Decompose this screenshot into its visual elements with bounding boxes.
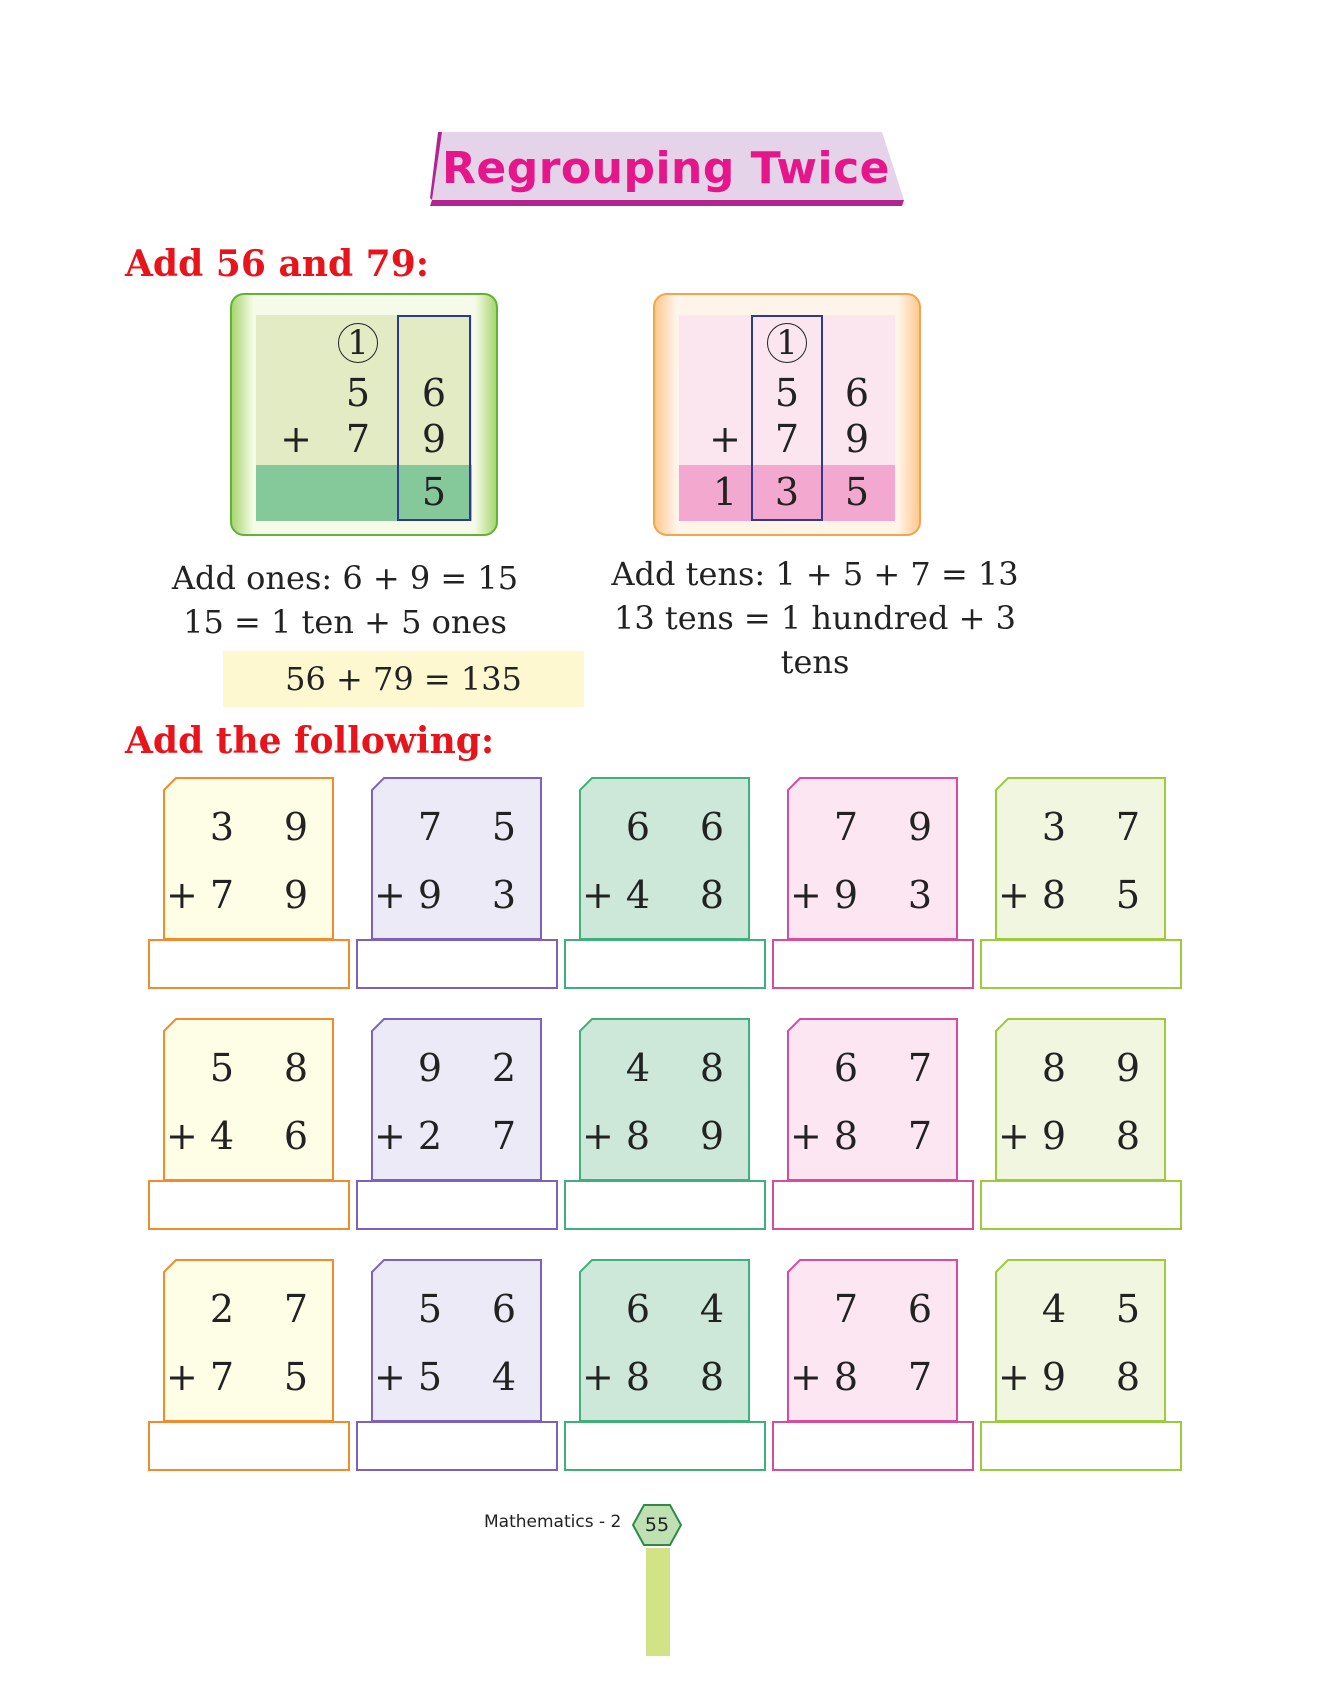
result-tens-digit: 3 — [774, 470, 800, 514]
sum-result: 56 + 79 = 135 — [223, 651, 584, 707]
plus-sign: + — [374, 873, 406, 917]
addition-problem-card — [564, 1018, 766, 1230]
answer-box[interactable] — [356, 1421, 558, 1471]
answer-box[interactable] — [772, 1180, 974, 1230]
top-tens-digit: 5 — [209, 1046, 235, 1090]
answer-box[interactable] — [980, 1180, 1182, 1230]
answer-box[interactable] — [772, 939, 974, 989]
top-tens-digit: 6 — [625, 805, 651, 849]
bottom-tens-digit: 8 — [833, 1355, 859, 1399]
title-banner — [428, 128, 904, 208]
top-tens-digit: 5 — [345, 371, 371, 415]
book-title: Mathematics - 2 — [484, 1512, 622, 1532]
plus-sign: + — [166, 873, 198, 917]
top-tens-digit: 7 — [417, 805, 443, 849]
top-ones-digit: 7 — [907, 1046, 933, 1090]
bottom-tens-digit: 9 — [1041, 1114, 1067, 1158]
explain-line: Add tens: 1 + 5 + 7 = 13 — [611, 555, 1019, 593]
bottom-ones-digit: 7 — [907, 1355, 933, 1399]
addition-problem-card — [772, 1018, 974, 1230]
top-tens-digit: 2 — [209, 1287, 235, 1331]
explain-line: Add ones: 6 + 9 = 15 — [171, 559, 519, 597]
bottom-ones-digit: 8 — [699, 1355, 725, 1399]
answer-box[interactable] — [564, 939, 766, 989]
plus-sign: + — [374, 1114, 406, 1158]
top-ones-digit: 4 — [699, 1287, 725, 1331]
addition-problem-card — [980, 777, 1182, 989]
plus-sign: + — [582, 1355, 614, 1399]
carry-digit: 1 — [338, 323, 378, 363]
addition-problem-card — [564, 777, 766, 989]
bottom-ones-digit: 8 — [1115, 1355, 1141, 1399]
answer-box[interactable] — [148, 1180, 350, 1230]
top-ones-digit: 2 — [491, 1046, 517, 1090]
plus-sign: + — [790, 1114, 822, 1158]
plus-sign: + — [582, 873, 614, 917]
answer-box[interactable] — [148, 939, 350, 989]
answer-box[interactable] — [356, 1180, 558, 1230]
answer-box[interactable] — [772, 1421, 974, 1471]
bottom-tens-digit: 8 — [625, 1114, 651, 1158]
bottom-tens-digit: 2 — [417, 1114, 443, 1158]
bottom-ones-digit: 3 — [491, 873, 517, 917]
answer-box[interactable] — [564, 1421, 766, 1471]
exercise-heading: Add the following: — [125, 720, 495, 762]
plus-sign: + — [790, 873, 822, 917]
top-tens-digit: 7 — [833, 805, 859, 849]
top-ones-digit: 5 — [491, 805, 517, 849]
top-ones-digit: 8 — [699, 1046, 725, 1090]
top-ones-digit: 6 — [421, 371, 447, 415]
bottom-tens-digit: 9 — [1041, 1355, 1067, 1399]
explain-line: 13 tens = 1 hundred + 3 tens — [614, 599, 1016, 681]
bottom-tens-digit: 4 — [625, 873, 651, 917]
bottom-tens-digit: 4 — [209, 1114, 235, 1158]
example-heading: Add 56 and 79: — [125, 243, 430, 285]
footer-bar — [646, 1548, 670, 1656]
addition-problem-card — [148, 1018, 350, 1230]
carry-digit: 1 — [767, 323, 807, 363]
plus-sign: + — [998, 873, 1030, 917]
answer-box[interactable] — [564, 1180, 766, 1230]
page-number: 55 — [644, 1514, 670, 1536]
bottom-tens-digit: 9 — [417, 873, 443, 917]
addition-problem-card — [148, 777, 350, 989]
explain-line: 15 = 1 ten + 5 ones — [183, 603, 507, 641]
addition-problem-card — [564, 1259, 766, 1471]
top-tens-digit: 6 — [625, 1287, 651, 1331]
bottom-tens-digit: 7 — [209, 1355, 235, 1399]
plus-sign: + — [790, 1355, 822, 1399]
bottom-ones-digit: 5 — [283, 1355, 309, 1399]
top-ones-digit: 8 — [283, 1046, 309, 1090]
bottom-ones-digit: 7 — [491, 1114, 517, 1158]
bottom-ones-digit: 5 — [1115, 873, 1141, 917]
bottom-tens-digit: 7 — [774, 417, 800, 461]
top-ones-digit: 9 — [283, 805, 309, 849]
top-tens-digit: 6 — [833, 1046, 859, 1090]
bottom-tens-digit: 8 — [625, 1355, 651, 1399]
top-ones-digit: 6 — [699, 805, 725, 849]
top-tens-digit: 5 — [774, 371, 800, 415]
bottom-ones-digit: 4 — [491, 1355, 517, 1399]
top-ones-digit: 5 — [1115, 1287, 1141, 1331]
bottom-ones-digit: 9 — [844, 417, 870, 461]
addition-problem-card — [772, 1259, 974, 1471]
top-tens-digit: 7 — [833, 1287, 859, 1331]
ones-explanation — [160, 556, 530, 644]
top-tens-digit: 3 — [1041, 805, 1067, 849]
addition-problem-card — [356, 1018, 558, 1230]
plus-sign: + — [998, 1355, 1030, 1399]
top-ones-digit: 9 — [1115, 1046, 1141, 1090]
bottom-tens-digit: 8 — [833, 1114, 859, 1158]
bottom-ones-digit: 9 — [699, 1114, 725, 1158]
bottom-tens-digit: 8 — [1041, 873, 1067, 917]
addition-problem-card — [980, 1018, 1182, 1230]
plus-sign: + — [166, 1114, 198, 1158]
ones-step-box — [230, 293, 498, 536]
bottom-ones-digit: 8 — [1115, 1114, 1141, 1158]
plus-sign: + — [374, 1355, 406, 1399]
answer-box[interactable] — [980, 1421, 1182, 1471]
top-tens-digit: 4 — [625, 1046, 651, 1090]
bottom-tens-digit: 9 — [833, 873, 859, 917]
addition-problem-card — [356, 1259, 558, 1471]
plus-sign: + — [998, 1114, 1030, 1158]
plus-sign: + — [709, 417, 741, 461]
top-ones-digit: 6 — [844, 371, 870, 415]
top-tens-digit: 9 — [417, 1046, 443, 1090]
result-ones-digit: 5 — [421, 470, 447, 514]
answer-box[interactable] — [148, 1421, 350, 1471]
bottom-ones-digit: 9 — [283, 873, 309, 917]
bottom-ones-digit: 8 — [699, 873, 725, 917]
tens-explanation — [580, 552, 1050, 684]
top-tens-digit: 4 — [1041, 1287, 1067, 1331]
top-ones-digit: 7 — [283, 1287, 309, 1331]
top-tens-digit: 3 — [209, 805, 235, 849]
top-ones-digit: 6 — [907, 1287, 933, 1331]
bottom-tens-digit: 5 — [417, 1355, 443, 1399]
top-ones-digit: 7 — [1115, 805, 1141, 849]
answer-box[interactable] — [356, 939, 558, 989]
bottom-tens-digit: 7 — [345, 417, 371, 461]
page-title: Regrouping Twice — [441, 142, 891, 194]
result-ones-digit: 5 — [844, 470, 870, 514]
top-tens-digit: 5 — [417, 1287, 443, 1331]
plus-sign: + — [280, 417, 312, 461]
bottom-ones-digit: 7 — [907, 1114, 933, 1158]
plus-sign: + — [582, 1114, 614, 1158]
top-ones-digit: 6 — [491, 1287, 517, 1331]
addition-problem-card — [356, 777, 558, 989]
addition-problem-card — [980, 1259, 1182, 1471]
addition-problem-card — [772, 777, 974, 989]
top-tens-digit: 8 — [1041, 1046, 1067, 1090]
bottom-ones-digit: 3 — [907, 873, 933, 917]
bottom-ones-digit: 9 — [421, 417, 447, 461]
addition-problem-card — [148, 1259, 350, 1471]
bottom-ones-digit: 6 — [283, 1114, 309, 1158]
bottom-tens-digit: 7 — [209, 873, 235, 917]
plus-sign: + — [166, 1355, 198, 1399]
top-ones-digit: 9 — [907, 805, 933, 849]
result-hundreds-digit: 1 — [712, 470, 738, 514]
answer-box[interactable] — [980, 939, 1182, 989]
tens-step-box — [653, 293, 921, 536]
